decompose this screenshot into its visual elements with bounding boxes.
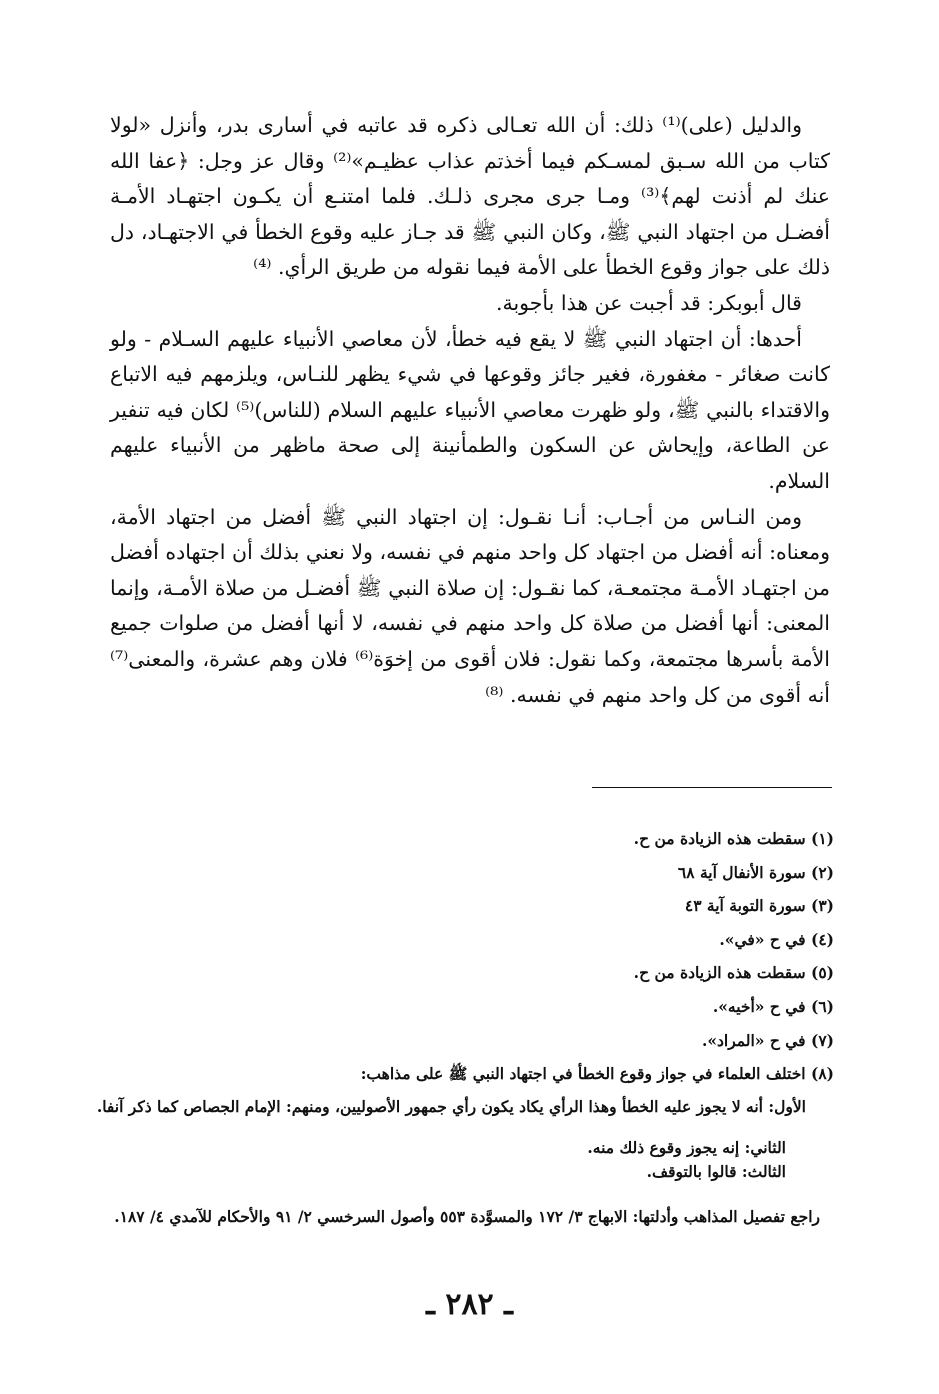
- footnote-5: (٥) سقطت هذه الزيادة من ح.: [633, 963, 834, 983]
- footnote-2: (٢) سورة الأنفال آية ٦٨: [677, 862, 834, 882]
- footnote-1: (١) سقطت هذه الزيادة من ح.: [633, 829, 834, 848]
- paragraph-other-answer: ومن النـاس من أجـاب: أنـا نقـول: إن اجتهاد النبي ﷺ أفضل من اجتهاد الأمة، ومعناه: أنه أفضل من اجتهاد كل واحد منهم في نفسه، ولا نعني بذلك أن اجتهاده أفضل من اجتهـاد الأمـة مجتمعـة، كما نقـول: إن صلاة النبي ﷺ أفضـل من صلاة الأمـة، وإنما المعنى: أنها أفضل من صلاة كل واحد منهم في نفسه، لا أنها أفضل من صلوات جميع الأمة بأسرها مجتمعة، وكما نقول: فلان أقوى من إخوَة⁽⁶⁾ فلان وهم عشرة، والمعنى⁽⁷⁾ أنه أقوى من كل واحد منهم في نفسه. ⁽⁸⁾: [110, 504, 830, 707]
- footnote-8-opinion-second: الثاني: إنه يجوز وقوع ذلك منه.: [587, 1137, 786, 1157]
- footnote-8: (٨) اختلف العلماء في جواز وقوع الخطأ في اجتهاد النبي ﷺ على مذاهب:: [360, 1064, 834, 1084]
- footnote-7: (٧) في ح «المراد».: [701, 1030, 834, 1050]
- footnote-6: (٦) في ح «أخيه».: [712, 996, 834, 1016]
- footnote-divider: [592, 787, 832, 788]
- paragraph-first-answer: أحدها: أن اجتهاد النبي ﷺ لا يقع فيه خطأ، لأن معاصي الأنبياء عليهم السـلام - ولو كانت صغائر - مغفورة، فغير جائز وقوعها في شيء يظهر للنـاس، ويلزمهم فيه الاتباع والاقتداء بالنبي ﷺ، ولو ظهرت معاصي الأنبياء عليهم السلام (للناس)⁽⁵⁾ لكان فيه تنفير عن الطاعة، وإيحاش عن السكون والطمأنينة إلى صحة ماظهر من الأنبياء عليهم السلام.: [110, 326, 830, 493]
- footnote-8-opinion-first: الأول: أنه لا يجوز عليه الخطأ وهذا الرأي يكاد يكون رأي جمهور الأصوليين، ومنهم: الإمام الجصاص كما ذكر آنفا.: [96, 1096, 806, 1116]
- paragraph-evidence: والدليل (على)⁽¹⁾ ذلك: أن الله تعـالى ذكره قد عاتبه في أسارى بدر، وأنزل «لولا كتاب من الله سـبق لمسـكم فيما أخذتم عذاب عظيـم»⁽²⁾ وقال عز وجل: ﴿عفا الله عنك لم أذنت لهم﴾⁽³⁾ ومـا جرى مجرى ذلـك. فلما امتنـع أن يكـون اجتهـاد الأمـة أفضـل من اجتهاد النبي ﷺ، وكان النبي ﷺ قد جـاز عليه وقوع الخطأ في الاجتهـاد، دل ذلك على جواز وقوع الخطأ على الأمة فيما نقوله من طريق الرأي. ⁽⁴⁾: [110, 113, 830, 280]
- paragraph-abu-bakr-reply: قال أبوبكر: قد أجبت عن هذا بأجوبة.: [495, 290, 802, 315]
- footnote-8-opinion-third: الثالث: قالوا بالتوقف.: [646, 1161, 786, 1181]
- page-number: ـ ٢٨٢ ـ: [426, 1287, 513, 1322]
- footnote-4: (٤) في ح «في».: [719, 929, 834, 949]
- footnote-3: (٣) سورة التوبة آية ٤٣: [684, 896, 834, 916]
- main-text: [110, 108, 830, 713]
- footnote-8-reference: راجع تفصيل المذاهب وأدلتها: الابهاج ٣/ ١٧٢ والمسوَّدة ٥٥٣ وأصول السرخسي ٢/ ٩١ والأحكام للآمدي ٤/ ١٨٧.: [114, 1206, 820, 1226]
- footnotes: [92, 822, 834, 1232]
